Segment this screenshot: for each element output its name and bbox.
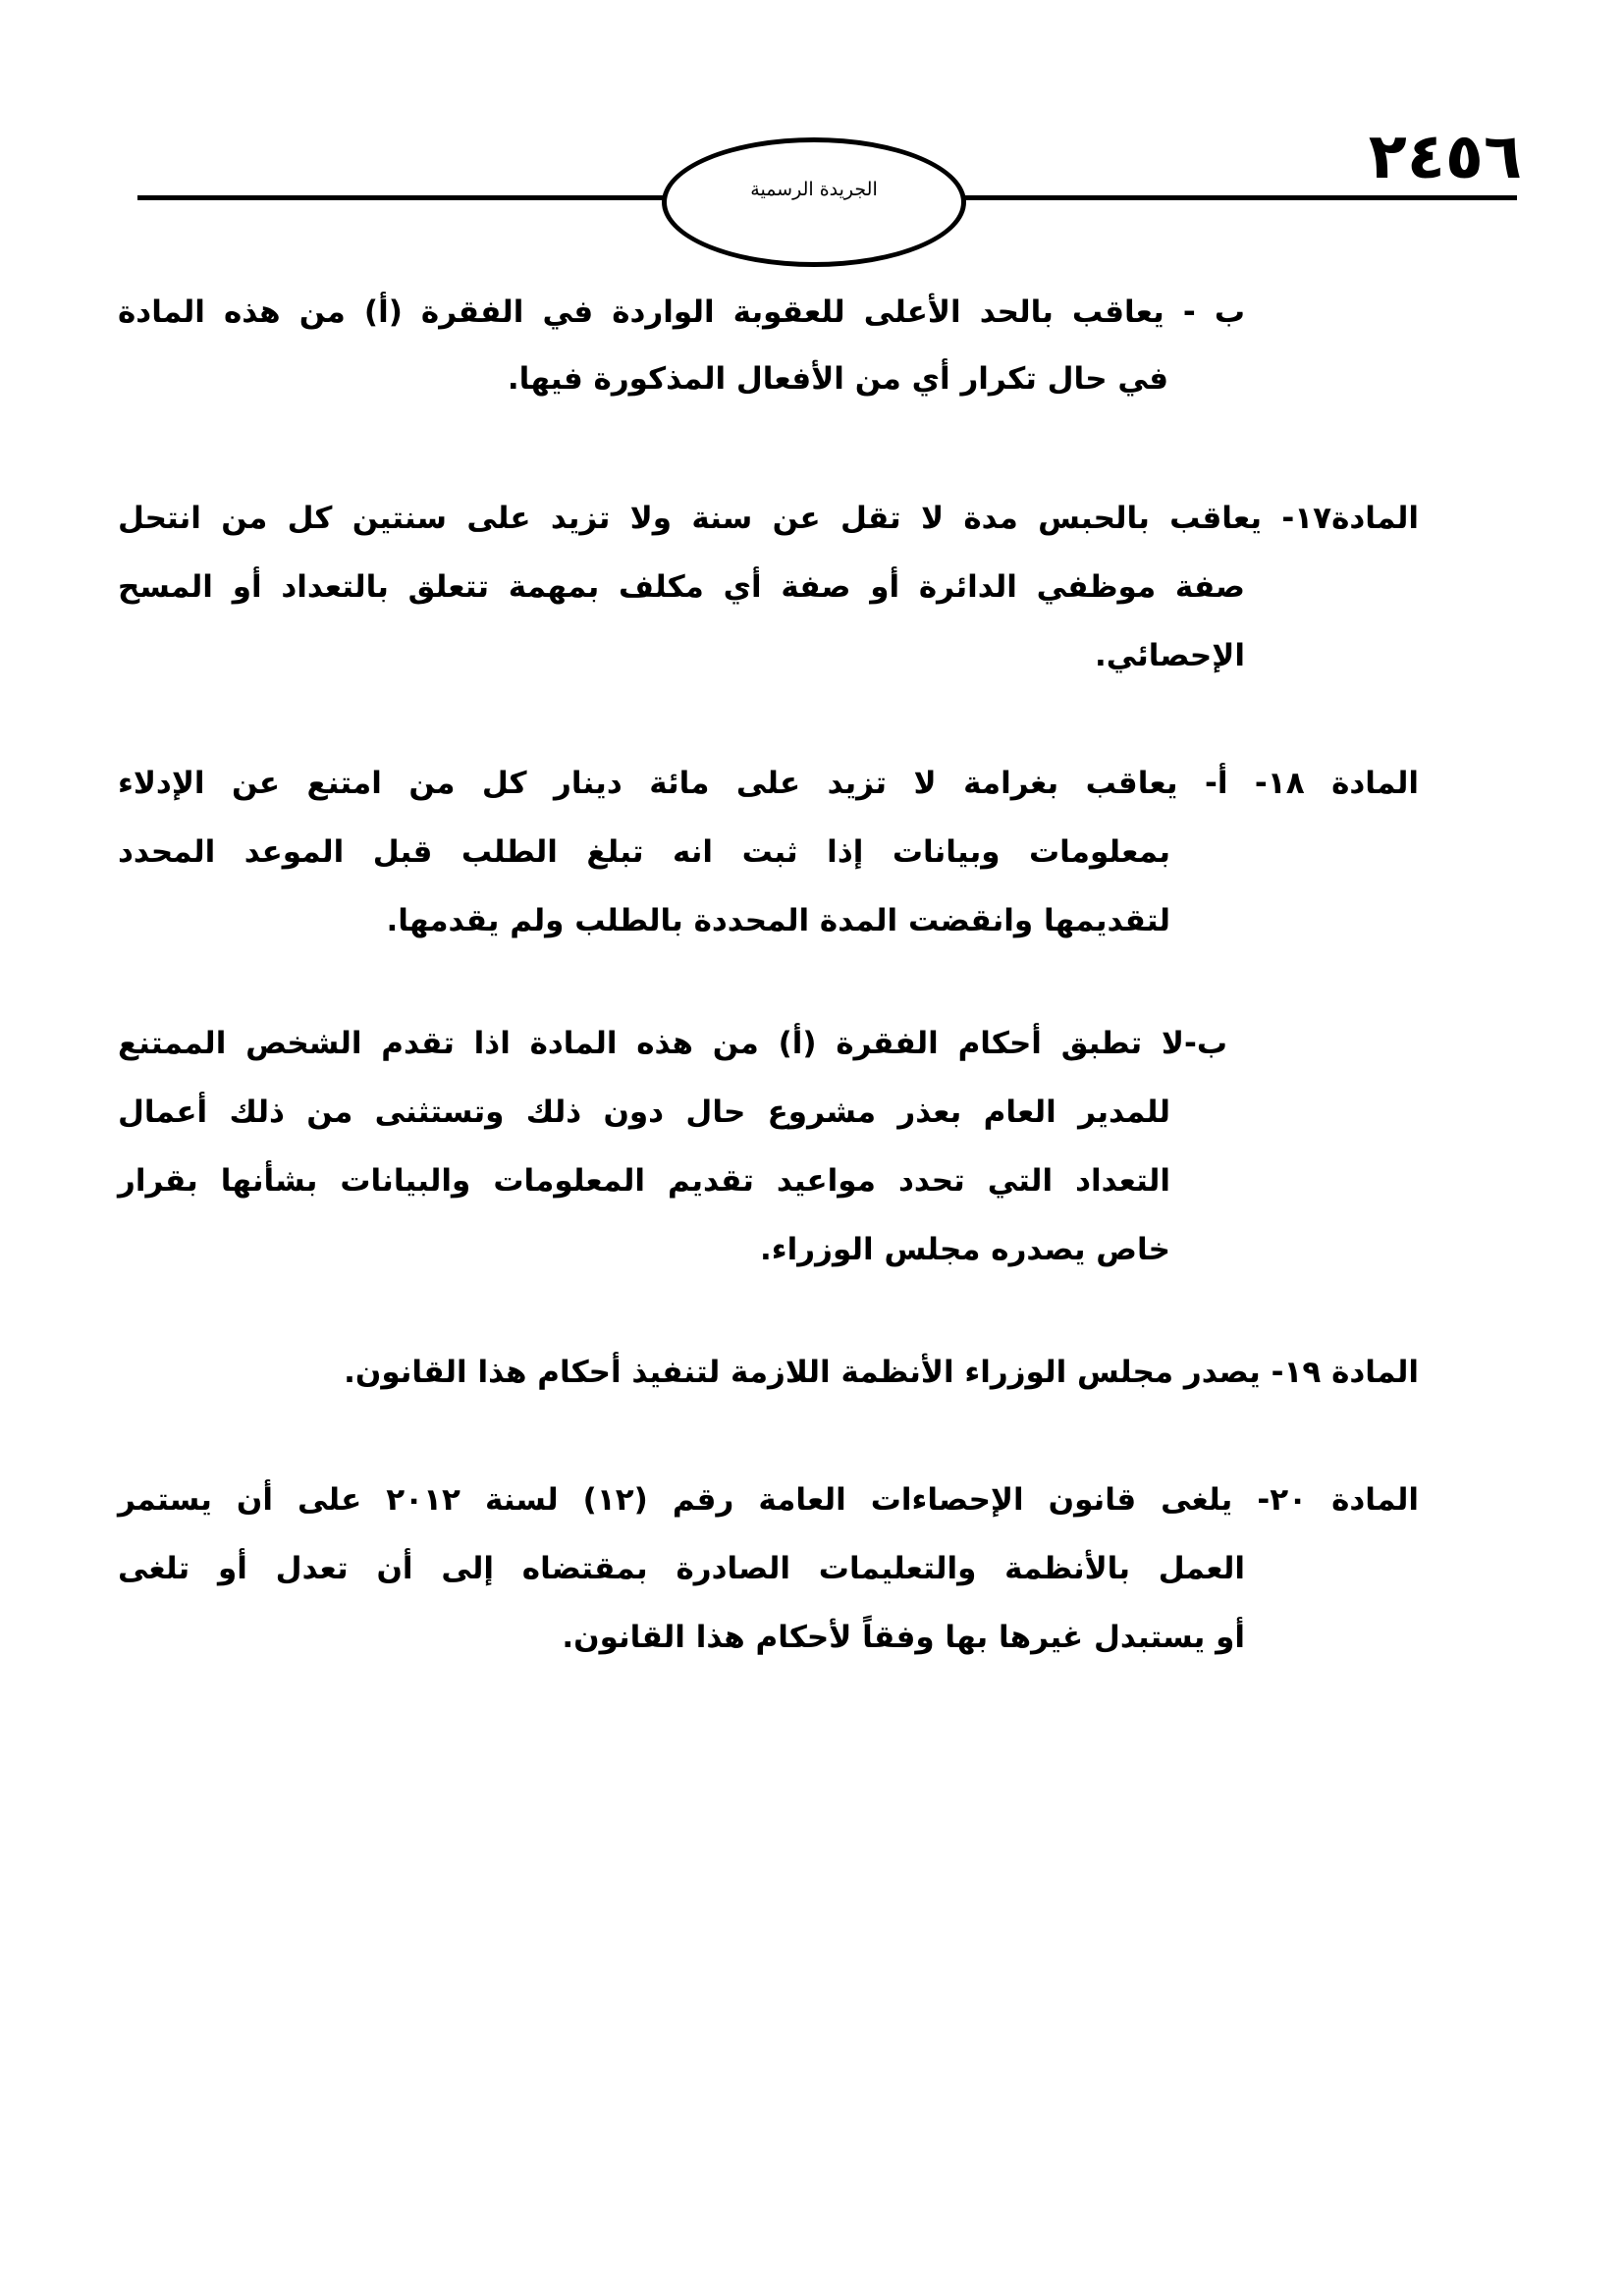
- article-17-line-2: صفة موظفي الدائرة أو صفة أي مكلف بمهمة تتعلق بالتعداد أو المسح: [118, 569, 1245, 605]
- paragraph-16b-line-2: في حال تكرار أي من الأفعال المذكورة فيها.: [507, 361, 1168, 397]
- article-18b-line-3: التعداد التي تحدد مواعيد تقديم المعلومات والبيانات بشأنها بقرار: [118, 1163, 1170, 1199]
- article-19-line-1: المادة ١٩- يصدر مجلس الوزراء الأنظمة اللازمة لتنفيذ أحكام هذا القانون.: [344, 1355, 1419, 1390]
- article-20-line-3: أو يستبدل غيرها بها وفقاً لأحكام هذا القانون.: [562, 1620, 1245, 1655]
- publication-title: الجريدة الرسمية: [750, 179, 878, 200]
- article-20-line-1: المادة ٢٠- يلغى قانون الإحصاءات العامة رقم (١٢) لسنة ٢٠١٢ على أن يستمر: [118, 1482, 1419, 1518]
- article-18a-line-1: المادة ١٨- أ- يعاقب بغرامة لا تزيد على مائة دينار كل من امتنع عن الإدلاء: [118, 766, 1419, 801]
- article-18a-line-3: لتقديمها وانقضت المدة المحددة بالطلب ولم يقدمها.: [386, 903, 1170, 938]
- article-18b-line-4: خاص يصدره مجلس الوزراء.: [760, 1232, 1170, 1267]
- header-oval: [662, 137, 966, 267]
- article-18b-line-1: ب-لا تطبق أحكام الفقرة (أ) من هذه المادة اذا تقدم الشخص الممتنع: [118, 1026, 1227, 1061]
- article-18a-line-2: بمعلومات وبيانات إذا ثبت انه تبلغ الطلب قبل الموعد المحدد: [118, 834, 1170, 870]
- article-17-line-3: الإحصائي.: [1094, 638, 1245, 673]
- page-number: ٢٤٥٦: [1368, 121, 1522, 193]
- article-18b-line-2: للمدير العام بعذر مشروع حال دون ذلك وتستثنى من ذلك أعمال: [118, 1095, 1170, 1130]
- paragraph-16b-line-1: ب - يعاقب بالحد الأعلى للعقوبة الواردة في الفقرة (أ) من هذه المادة: [118, 294, 1245, 330]
- article-17-line-1: المادة١٧- يعاقب بالحبس مدة لا تقل عن سنة ولا تزيد على سنتين كل من انتحل: [118, 501, 1419, 536]
- article-20-line-2: العمل بالأنظمة والتعليمات الصادرة بمقتضاه إلى أن تعدل أو تلغى: [118, 1551, 1245, 1586]
